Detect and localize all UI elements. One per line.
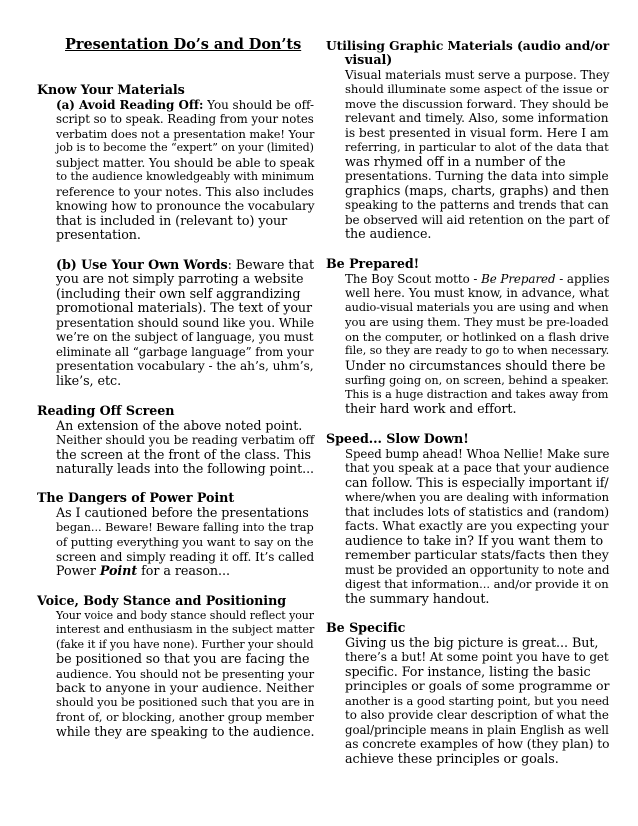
text-line: where/when you are dealing with information — [345, 490, 609, 504]
text-line: presentation should sound like you. While — [56, 316, 315, 330]
page-title: Presentation Do’s and Don’ts — [65, 36, 302, 53]
text-line: digest that information... and/or provide it on — [345, 577, 609, 591]
text-line: while they are speaking to the audience. — [56, 724, 315, 739]
text-line: is best presented in visual form. Here I am — [345, 126, 609, 140]
emphasis-be-prepared: Be Prepared — [481, 272, 556, 286]
text-line: the screen at the front of the class. This — [56, 447, 312, 462]
own-words-label: (b) Use Your Own Words — [56, 257, 228, 272]
text-line: knowing how to pronounce the vocabulary — [56, 199, 315, 213]
text-line: well here. You must know, in advance, what — [345, 286, 609, 300]
text-span: Power — [56, 563, 100, 578]
text-line: job is to become the “expert” on your (limited) — [56, 141, 314, 154]
text-line: Neither should you be reading verbatim off — [56, 433, 315, 447]
text-line: naturally leads into the following point... — [56, 461, 314, 476]
voice-heading: Voice, Body Stance and Positioning — [37, 593, 287, 608]
text-line: remember particular stats/facts then they — [345, 547, 609, 562]
text-line: the summary handout. — [345, 591, 490, 606]
text-span: The Boy Scout motto - — [345, 272, 482, 286]
text-line: screen and simply reading it off. It’s called — [56, 550, 315, 564]
text-line: An extension of the above noted point. — [56, 418, 303, 433]
text-line: must be provided an opportunity to note and — [345, 563, 610, 577]
text-line: goal/principle means in plain English as well — [345, 723, 609, 737]
text-line: audience. You should not be presenting your — [56, 667, 315, 681]
text-line: referring, in particular to alot of the data that — [345, 140, 609, 154]
text-line: you are using them. They must be pre-loaded — [345, 315, 609, 329]
text-line: verbatim does not a presentation make! Your — [56, 127, 315, 141]
avoid-reading-label: (a) Avoid Reading Off: — [56, 98, 204, 112]
text-line: As I cautioned before the presentations — [56, 505, 309, 520]
text-line: (fake it if you have none). Further your should — [56, 638, 314, 651]
specific-heading: Be Specific — [326, 620, 406, 635]
text-line: that is included in (relevant to) your — [56, 213, 288, 228]
text-line: as concrete examples of how (they plan) to — [345, 737, 610, 751]
text-line: to the audience knowledgeably with minimum — [56, 170, 315, 183]
dangers-heading: The Dangers of Power Point — [37, 490, 235, 505]
text-line: on the computer, or hotlinked on a flash drive — [345, 330, 610, 344]
text-line: presentation. — [56, 227, 141, 242]
text-line: Under no circumstances should there be — [345, 358, 606, 373]
text-line: should illuminate some aspect of the issue or — [345, 82, 609, 96]
text-span: for a reason... — [137, 563, 230, 578]
own-words-text: : Beware that — [227, 257, 315, 272]
text-line: file, so they are ready to go to when necessary. — [345, 344, 610, 357]
text-line: began... Beware! Beware falling into the trap — [56, 521, 314, 534]
prepared-heading: Be Prepared! — [326, 256, 420, 271]
text-line: front of, or blocking, another group member — [56, 710, 314, 724]
text-line: reference to your notes. This also includes — [56, 185, 314, 199]
text-line: back to anyone in your audience. Neither — [56, 681, 314, 695]
text-line: move the discussion forward. They should be — [345, 97, 609, 111]
text-line: Speed bump ahead! Whoa Nellie! Make sure — [345, 447, 610, 461]
text-line: presentations. Turning the data into simple — [345, 169, 609, 183]
know-materials-heading: Know Your Materials — [37, 82, 185, 97]
text-line: achieve these principles or goals. — [345, 751, 559, 766]
emphasis-point: Point — [99, 563, 138, 578]
text-line: was rhymed off in a number of the — [345, 154, 566, 169]
text-line: Visual materials must serve a purpose. They — [345, 68, 610, 82]
text-line: principles or goals of some programme or — [345, 678, 610, 693]
text-line: promotional materials). The text of your — [56, 300, 313, 315]
text-line: we’re on the subject of language, you must — [56, 330, 314, 344]
text-line: their hard work and effort. — [345, 401, 517, 416]
text-line: there’s a but! At some point you have to get — [345, 650, 609, 664]
text-line: subject matter. You should be able to speak — [56, 156, 315, 170]
text-line: like’s, etc. — [56, 373, 122, 388]
graphic-heading: Utilising Graphic Materials (audio and/or — [326, 38, 610, 53]
text-line: (including their own self aggrandizing — [56, 286, 301, 301]
text-line: facts. What exactly are you expecting your — [345, 519, 609, 533]
text-line — [345, 272, 609, 287]
text-line: the audience. — [345, 226, 432, 241]
text-line: should you be positioned such that you are in — [56, 696, 315, 709]
text-line: eliminate all “garbage language” from your — [56, 345, 314, 359]
text-line: that includes lots of statistics and (random) — [345, 505, 610, 519]
text-line: graphics (maps, charts, graphs) and then — [345, 183, 609, 198]
text-line: This is a huge distraction and takes away from — [345, 388, 609, 401]
text-line: be positioned so that you are facing the — [56, 651, 310, 666]
graphic-heading-cont: visual) — [345, 52, 393, 67]
text-line: audio-visual materials you are using and when — [345, 301, 609, 314]
text-line: can follow. This is especially important if/ — [345, 475, 609, 490]
text-line: relevant and timely. Also, some information — [345, 111, 609, 125]
text-line: specific. For instance, listing the basic — [345, 664, 591, 679]
text-line: Giving us the big picture is great... But, — [345, 635, 599, 650]
text-line: that you speak at a pace that your audience — [345, 461, 610, 475]
text-line: speaking to the patterns and trends that can — [345, 198, 609, 212]
text-line — [56, 564, 230, 579]
avoid-reading-text: You should be off- — [207, 98, 314, 112]
text-line: presentation vocabulary - the ah’s, uhm’s, — [56, 359, 314, 373]
text-span: - applies — [555, 272, 610, 286]
text-line: of putting everything you want to say on the — [56, 535, 314, 549]
text-line: you are not simply parroting a website — [56, 271, 304, 286]
text-line: Your voice and body stance should reflect your — [56, 609, 314, 622]
text-line: surfing going on, on screen, behind a speaker. — [345, 373, 609, 387]
avoid-reading-line — [56, 98, 314, 113]
text-line: to also provide clear description of what the — [345, 708, 609, 722]
reading-off-screen-heading: Reading Off Screen — [37, 403, 175, 418]
text-line: audience to take in? If you want them to — [345, 533, 604, 548]
text-line: be observed will aid retention on the part of — [345, 213, 609, 227]
text-line: script so to speak. Reading from your notes — [56, 112, 314, 126]
text-line: interest and enthusiasm in the subject matter — [56, 623, 315, 636]
text-line: another is a good starting point, but you need — [345, 694, 610, 708]
speed-heading: Speed... Slow Down! — [326, 431, 469, 446]
